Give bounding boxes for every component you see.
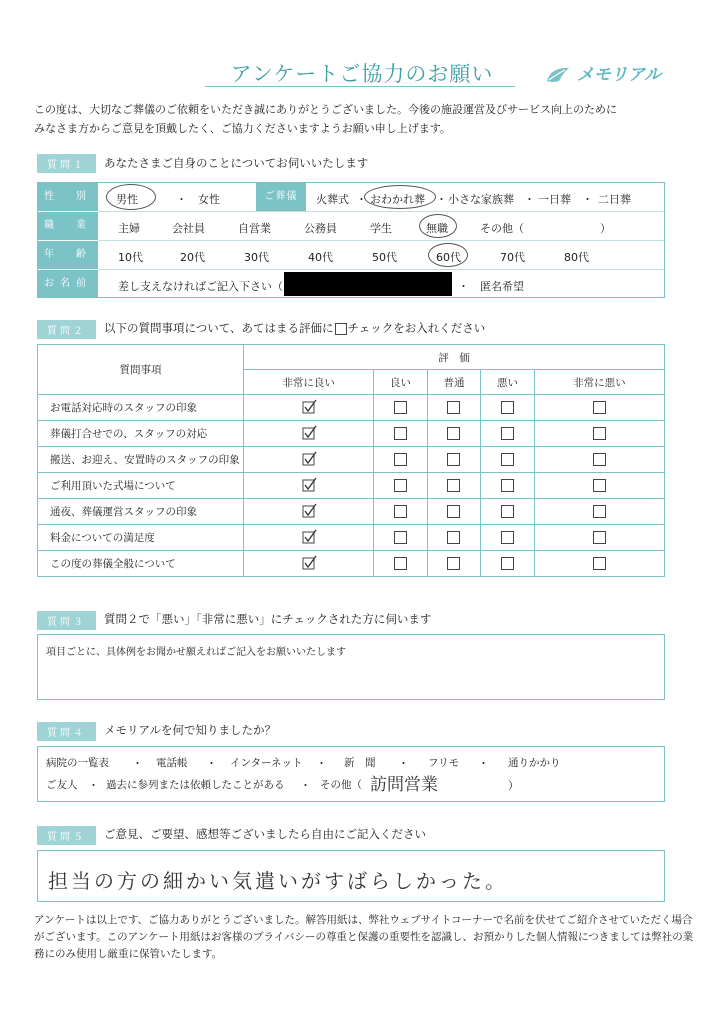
table-row — [38, 499, 665, 525]
q2-badge: 質問２ — [37, 320, 96, 339]
scale-average: 普通 — [427, 370, 481, 395]
question-cell: 料金についての満足度 — [38, 525, 244, 551]
table-row — [38, 473, 665, 499]
row-divider — [98, 269, 664, 270]
rating-cell — [427, 525, 481, 551]
separator-dot: ・ — [356, 193, 367, 206]
q5-answer-box[interactable] — [37, 850, 665, 902]
intro-text — [34, 100, 694, 138]
checked-checkbox-icon[interactable] — [302, 479, 316, 493]
q1-badge: 質問１ — [37, 154, 96, 173]
rating-cell — [244, 551, 374, 577]
age-option-60s[interactable]: 60代 — [436, 251, 461, 264]
question-cell: ご利用頂いた式場について — [38, 473, 244, 499]
intro-line-1: この度は、大切なご葬儀のご依頼をいただき誠にありがとうございました。今後の施設運営及びサービス向上のために — [34, 103, 617, 116]
job-label: 職 業 — [38, 212, 98, 240]
funeral-label: ご葬儀 — [256, 183, 306, 211]
scale-very-bad: 非常に悪い — [534, 370, 664, 395]
q4-other-handwritten: 訪問営業 — [370, 775, 438, 795]
rating-cell — [427, 421, 481, 447]
checkbox-icon[interactable] — [394, 427, 407, 440]
checkbox-icon[interactable] — [394, 453, 407, 466]
checkbox-icon[interactable] — [593, 427, 606, 440]
separator-dot: ・ — [176, 193, 187, 206]
selection-circle — [419, 214, 457, 238]
separator-dot: ・ — [582, 193, 593, 206]
funeral-option-farewell[interactable]: おわかれ葬 — [370, 193, 425, 206]
rating-cell — [244, 473, 374, 499]
separator-dot: ・ — [316, 757, 327, 770]
rating-cell — [427, 447, 481, 473]
checkbox-icon[interactable] — [447, 427, 460, 440]
age-option-10s[interactable]: 10代 — [118, 251, 143, 264]
table-row — [38, 447, 665, 473]
selection-circle — [364, 185, 436, 209]
checked-checkbox-icon[interactable] — [302, 427, 316, 441]
rating-cell — [481, 525, 535, 551]
gender-option-female[interactable]: 女性 — [198, 193, 220, 206]
logo-text: メモリアル — [576, 65, 662, 85]
q3-badge: 質問３ — [37, 611, 96, 630]
checkbox-icon[interactable] — [447, 401, 460, 414]
rating-cell — [374, 421, 428, 447]
job-other-close: ） — [600, 222, 611, 235]
column-header-question: 質問事項 — [38, 345, 244, 395]
checkbox-icon[interactable] — [501, 557, 514, 570]
scale-bad: 悪い — [481, 370, 535, 395]
checkbox-icon[interactable] — [447, 453, 460, 466]
q4-option-hospital-list[interactable]: 病院の一覧表 — [46, 757, 109, 769]
q5-text: ご意見、ご要望、感想等ございましたら自由にご記入ください — [104, 827, 426, 841]
intro-line-2: みなさま方からご意見を頂戴したく、ご協力くださいますようお願い申し上げます。 — [34, 122, 451, 135]
gender-label: 性 別 — [38, 183, 98, 211]
q5-badge: 質問５ — [37, 826, 96, 845]
rating-cell — [244, 499, 374, 525]
funeral-option-small-family[interactable]: 小さな家族葬 — [448, 193, 514, 206]
age-option-80s[interactable]: 80代 — [564, 251, 589, 264]
checked-checkbox-icon[interactable] — [302, 531, 316, 545]
rating-cell — [374, 473, 428, 499]
anonymous-option[interactable]: ・ 匿名希望 — [458, 280, 524, 293]
separator-dot: ・ — [206, 757, 217, 770]
rating-cell — [244, 421, 374, 447]
checked-checkbox-icon[interactable] — [302, 453, 316, 467]
checkbox-icon[interactable] — [501, 505, 514, 518]
rating-cell — [481, 473, 535, 499]
checkbox-icon[interactable] — [447, 479, 460, 492]
rating-cell — [374, 447, 428, 473]
q5-handwritten-answer: 担当の方の細かい気遣いがすばらしかった。 — [48, 869, 508, 893]
rating-cell — [481, 395, 535, 421]
table-row — [38, 421, 665, 447]
rating-cell — [244, 447, 374, 473]
checkbox-icon[interactable] — [501, 401, 514, 414]
company-logo — [545, 60, 661, 85]
row-divider — [98, 240, 664, 241]
age-option-50s[interactable]: 50代 — [372, 251, 397, 264]
scale-good: 良い — [374, 370, 428, 395]
checkbox-icon[interactable] — [394, 479, 407, 492]
q3-instruction: 項目ごとに、具体例をお聞かせ願えればご記入をお願いいたします — [46, 647, 346, 658]
selection-circle — [428, 243, 468, 267]
q4-options-box — [37, 746, 665, 802]
checkbox-icon[interactable] — [593, 453, 606, 466]
rating-cell — [244, 395, 374, 421]
job-option-civil-servant[interactable]: 公務員 — [304, 222, 337, 235]
checkbox-icon[interactable] — [447, 531, 460, 544]
separator-dot: ・ — [300, 779, 311, 792]
q2-text — [104, 320, 485, 336]
row-divider — [98, 211, 664, 212]
checkbox-icon[interactable] — [593, 531, 606, 544]
checkbox-icon[interactable] — [501, 427, 514, 440]
funeral-option-two-day[interactable]: 二日葬 — [598, 193, 631, 206]
q3-text: 質問２で「悪い」「非常に悪い」にチェックされた方に伺います — [104, 612, 432, 626]
title-underline — [205, 86, 515, 87]
q1-text: あなたさまご自身のことについてお伺いいたします — [104, 156, 369, 170]
name-label: お名前 — [38, 270, 98, 298]
footer-line-1: アンケートは以上です、ご協力ありがとうございました。解答用紙は、弊社ウェブサイトコーナーで名前を伏せてご紹介させていただく場合 — [34, 914, 693, 926]
rating-cell — [374, 395, 428, 421]
separator-dot: ・ — [478, 757, 489, 770]
funeral-option-cremation[interactable]: 火葬式 — [316, 193, 349, 206]
checked-checkbox-icon[interactable] — [302, 505, 316, 519]
q2-text-part2: チェックをお入れください — [347, 321, 486, 335]
q4-text: メモリアルを何で知りましたか？ — [104, 723, 277, 737]
rating-cell — [534, 525, 664, 551]
job-option-other[interactable]: その他（ — [480, 222, 524, 235]
rating-cell — [427, 551, 481, 577]
evaluation-table — [37, 344, 665, 577]
checkbox-icon[interactable] — [394, 401, 407, 414]
selection-circle — [106, 184, 156, 210]
job-option-unemployed[interactable]: 無職 — [426, 222, 448, 235]
job-option-employee[interactable]: 会社員 — [172, 222, 205, 235]
rating-cell — [534, 421, 664, 447]
table-row — [38, 395, 665, 421]
redacted-name — [284, 272, 452, 296]
checkbox-icon[interactable] — [593, 505, 606, 518]
name-prompt: 差し支えなければご記入下さい（ — [118, 280, 283, 293]
question-cell: お電話対応時のスタッフの印象 — [38, 395, 244, 421]
page-title: アンケートご協力のお願い — [230, 62, 494, 86]
rating-cell — [534, 447, 664, 473]
q4-option-newspaper[interactable]: 新 聞 — [344, 757, 376, 769]
footer-line-2: がございます。このアンケート用紙はお客様のプライバシーの尊重と保護の重要性を認識し、お預かりした個人情報につきましては弊社の業 — [34, 931, 694, 943]
rating-cell — [374, 525, 428, 551]
q3-answer-box[interactable] — [37, 634, 665, 700]
rating-cell — [427, 473, 481, 499]
rating-cell — [244, 525, 374, 551]
separator-dot: ・ — [88, 779, 99, 792]
leaf-logo-icon — [545, 65, 571, 85]
table-row — [38, 551, 665, 577]
q4-other-close: ） — [508, 779, 519, 792]
checkbox-icon[interactable] — [501, 531, 514, 544]
rating-cell — [481, 447, 535, 473]
rating-cell — [481, 551, 535, 577]
q4-option-passing-by[interactable]: 通りかかり — [508, 757, 561, 769]
checkbox-icon[interactable] — [501, 479, 514, 492]
question-cell: 搬送、お迎え、安置時のスタッフの印象 — [38, 447, 244, 473]
separator-dot: ・ — [524, 193, 535, 206]
funeral-option-one-day[interactable]: 一日葬 — [538, 193, 571, 206]
job-option-housewife[interactable]: 主婦 — [118, 222, 140, 235]
checkbox-icon[interactable] — [447, 557, 460, 570]
q4-option-internet[interactable]: インターネット — [230, 757, 303, 769]
rating-cell — [374, 551, 428, 577]
rating-cell — [427, 499, 481, 525]
checked-checkbox-icon[interactable] — [302, 557, 316, 571]
checkbox-icon[interactable] — [593, 401, 606, 414]
q1-form — [37, 182, 665, 298]
rating-cell — [534, 473, 664, 499]
age-label: 年 齢 — [38, 241, 98, 269]
checkbox-icon[interactable] — [593, 557, 606, 570]
example-checkbox-icon — [335, 323, 347, 335]
rating-cell — [427, 395, 481, 421]
rating-cell — [481, 499, 535, 525]
age-option-70s[interactable]: 70代 — [500, 251, 525, 264]
checkbox-icon[interactable] — [501, 453, 514, 466]
checkbox-icon[interactable] — [394, 557, 407, 570]
rating-cell — [534, 551, 664, 577]
job-option-student[interactable]: 学生 — [370, 222, 392, 235]
checked-checkbox-icon[interactable] — [302, 401, 316, 415]
gender-option-male[interactable]: 男性 — [116, 193, 138, 206]
scale-very-good: 非常に良い — [244, 370, 374, 395]
rating-cell — [534, 395, 664, 421]
q4-badge: 質問４ — [37, 722, 96, 741]
question-cell: 葬儀打合せでの、スタッフの対応 — [38, 421, 244, 447]
checkbox-icon[interactable] — [593, 479, 606, 492]
question-cell: 通夜、葬儀運営スタッフの印象 — [38, 499, 244, 525]
q4-option-past-attendance[interactable]: 過去に参列または依頼したことがある — [106, 779, 285, 791]
age-option-30s[interactable]: 30代 — [244, 251, 269, 264]
age-option-40s[interactable]: 40代 — [308, 251, 333, 264]
age-option-20s[interactable]: 20代 — [180, 251, 205, 264]
column-header-eval: 評 価 — [244, 345, 665, 370]
table-row — [38, 525, 665, 551]
separator-dot: ・ — [398, 757, 409, 770]
job-option-self-employed[interactable]: 自営業 — [238, 222, 271, 235]
q4-option-other[interactable]: その他（ — [320, 779, 362, 791]
footer-line-3: 務にのみ使用し厳重に保管いたします。 — [34, 948, 223, 960]
footer-notice — [34, 912, 694, 963]
checkbox-icon[interactable] — [394, 505, 407, 518]
separator-dot: ・ — [436, 193, 447, 206]
q2-text-part1: 以下の質問事項について、あてはまる評価に — [104, 321, 334, 335]
rating-cell — [481, 421, 535, 447]
q4-option-friend[interactable]: ご友人 — [46, 779, 78, 791]
rating-cell — [534, 499, 664, 525]
question-cell: この度の葬儀全般について — [38, 551, 244, 577]
checkbox-icon[interactable] — [447, 505, 460, 518]
rating-cell — [374, 499, 428, 525]
q4-option-phonebook[interactable]: 電話帳 — [156, 757, 188, 769]
checkbox-icon[interactable] — [394, 531, 407, 544]
q4-option-furimo[interactable]: フリモ — [428, 757, 460, 769]
separator-dot: ・ — [132, 757, 143, 770]
